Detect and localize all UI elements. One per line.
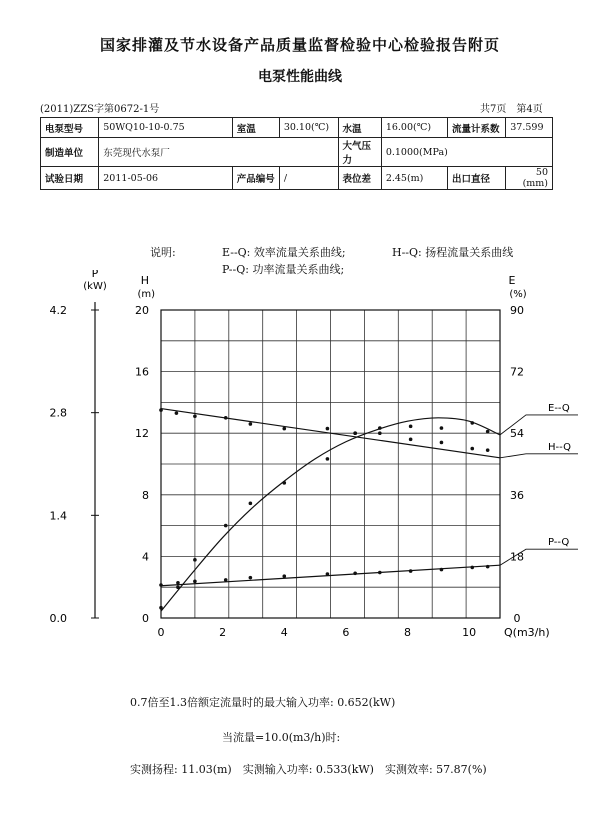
legend-hq: H--Q: 扬程流量关系曲线 [392,246,514,259]
info-value: 50WQ10-10-0.75 [99,118,233,138]
e-axis-unit: (%) [509,289,527,300]
eq-point [193,558,197,562]
p-tick-label: 1.4 [49,509,67,523]
info-row [41,118,553,138]
eq-point [353,431,357,435]
info-value: 2011-05-06 [99,167,233,190]
eq-point [440,426,444,430]
eq-curve-label: E--Q [548,402,570,414]
e-tick-label: 72 [510,365,524,379]
eq-point [176,585,180,589]
info-label: 室温 [232,118,279,138]
eq-point [486,430,490,434]
pq-point [353,571,357,575]
hq-point [249,422,253,426]
eq-point [378,426,382,430]
hq-leader-line [500,454,578,458]
hq-point [175,411,179,415]
p-tick-label: 0.0 [49,612,67,625]
eq-point [224,524,228,528]
performance-chart [0,270,600,690]
e-tick-label: 90 [510,304,524,317]
info-label: 大气压力 [338,138,381,167]
info-row [41,138,553,167]
note-measured-values: 实测扬程: 11.03(m) 实测输入功率: 0.533(kW) 实测效率: 57.87(%) [130,763,487,776]
pq-point [282,574,286,578]
eq-point [470,421,474,425]
info-table [40,117,553,190]
p-axis-name: P [91,270,99,280]
report-title: 国家排灌及节水设备产品质量监督检验中心检验报告附页 [99,36,500,54]
info-row [41,167,553,190]
eq-point [409,425,413,429]
pq-point [224,578,228,582]
x-tick-label: 8 [404,626,412,639]
info-value: 2.45(m) [381,167,447,190]
hq-point [440,441,444,445]
legend-pq: P--Q: 功率流量关系曲线; [222,263,345,276]
h-tick-label: 0 [142,612,149,625]
h-tick-label: 4 [142,550,149,564]
h-axis-unit: (m) [137,289,155,300]
report-number: (2011)ZZS字第0672-1号 [40,104,160,115]
legend-eq: E--Q: 效率流量关系曲线; [222,246,346,259]
eq-point [249,502,253,506]
pq-point [249,576,253,580]
hq-point [409,438,413,442]
info-label: 水温 [338,118,381,138]
h-tick-label: 12 [135,427,149,441]
hq-point [486,448,490,452]
pq-curve-label: P--Q [548,537,570,549]
h-tick-label: 20 [135,304,149,317]
pq-point [378,571,382,575]
info-label: 流量计系数 [447,118,505,138]
info-value: 30.10(℃) [279,118,338,138]
hq-curve-label: H--Q [548,441,571,453]
e-tick-label: 0 [513,612,521,625]
info-value: 50 (mm) [506,167,553,190]
note-flow-condition: 当流量=10.0(m3/h)时: [222,731,341,744]
p-axis-unit: (kW) [83,281,107,292]
info-label: 电泵型号 [41,118,99,138]
info-value: 16.00(℃) [381,118,447,138]
info-value: / [279,167,338,190]
info-value: 东莞现代水泵厂 [99,138,338,167]
h-axis-name: H [140,274,149,287]
chart-title: 电泵性能曲线 [258,69,342,85]
e-axis-name: E [508,274,516,287]
eq-point [326,457,330,461]
x-tick-label: 4 [280,626,288,639]
hq-point [282,427,286,431]
info-label: 产品编号 [232,167,279,190]
p-tick-label: 4.2 [49,304,67,317]
x-axis-label: Q(m3/h) [504,626,550,639]
e-tick-label: 36 [510,488,524,502]
x-tick-label: 0 [157,626,165,639]
hq-point [326,427,330,431]
info-value: 37.599 [506,118,553,138]
info-label: 制造单位 [41,138,99,167]
hq-point [470,447,474,451]
h-tick-label: 8 [142,488,149,502]
pq-point [486,565,490,569]
e-tick-label: 18 [510,550,524,564]
pq-point [326,572,330,576]
info-label: 试验日期 [41,167,99,190]
pq-point [159,583,163,587]
legend-prefix: 说明: [150,246,176,259]
hq-point [159,408,163,412]
eq-point [159,606,163,610]
info-value: 0.1000(MPa) [381,138,552,167]
eq-point [282,481,286,485]
pq-point [193,580,197,584]
hq-point [224,416,228,420]
info-label: 表位差 [338,167,381,190]
x-tick-label: 2 [219,626,227,639]
h-tick-label: 16 [135,365,149,379]
pq-point [440,568,444,572]
hq-point [378,431,382,435]
x-tick-label: 6 [342,626,350,639]
note-max-power: 0.7倍至1.3倍额定流量时的最大输入功率: 0.652(kW) [130,696,396,709]
page-count: 共7页 第4页 [480,104,543,115]
pq-point [470,566,474,570]
x-tick-label: 10 [462,626,477,639]
hq-point [193,414,197,418]
pq-point [176,581,180,585]
info-label: 出口直径 [447,167,505,190]
pq-point [409,569,413,573]
p-tick-label: 2.8 [49,406,67,420]
e-tick-label: 54 [510,427,524,441]
